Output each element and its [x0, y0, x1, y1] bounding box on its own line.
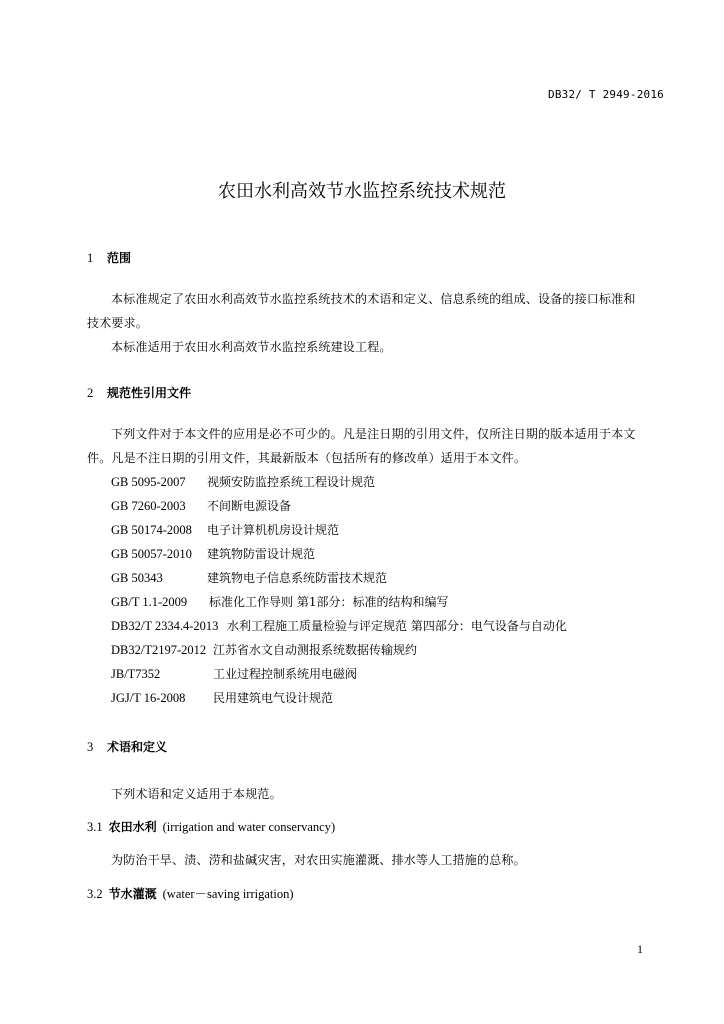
reference-code: GB 50057-2010: [111, 547, 192, 561]
reference-title: 不间断电源设备: [207, 499, 292, 513]
reference-title: 视频安防监控系统工程设计规范: [207, 475, 376, 489]
reference-item: [111, 665, 357, 682]
reference-item: [111, 689, 333, 706]
term-3-1-heading: [87, 818, 335, 835]
section-1-heading: [87, 249, 131, 266]
reference-title: 建筑物防雷设计规范: [207, 547, 316, 561]
term-chinese: 农田水利: [108, 820, 157, 834]
reference-item: [111, 641, 417, 658]
reference-code: JB/T7352: [111, 667, 161, 681]
term-3-1-definition: 为防治干旱、渍、涝和盐碱灾害，对农田实施灌溉、排水等人工措施的总称。: [111, 853, 526, 867]
page-number: 1: [637, 942, 643, 956]
term-3-2-heading: [87, 884, 294, 902]
term-english: (water－saving irrigation): [162, 887, 294, 901]
section-number: 2: [87, 386, 94, 400]
reference-title: 工业过程控制系统用电磁阀: [213, 667, 358, 681]
reference-item: [111, 473, 375, 490]
term-chinese: 节水灌溉: [108, 887, 157, 901]
reference-title: 江苏省水文自动测报系统数据传输规约: [213, 643, 418, 657]
reference-item: [111, 617, 567, 634]
reference-item: [111, 497, 291, 514]
reference-item: [111, 593, 448, 610]
section-1-paragraph-1-line-1: 本标准规定了农田水利高效节水监控系统技术的术语和定义、信息系统的组成、设备的接口标准和: [111, 292, 636, 306]
section-number: 3: [87, 740, 94, 754]
section-1-paragraph-1-line-2: 技术要求。: [87, 316, 149, 330]
document-title: 农田水利高效节水监控系统技术规范: [218, 181, 506, 202]
section-title: 范围: [107, 251, 132, 265]
reference-title: 建筑物电子信息系统防雷技术规范: [207, 571, 388, 585]
section-number: 1: [87, 251, 94, 265]
reference-item: [111, 521, 339, 538]
section-3-intro: 下列术语和定义适用于本规范。: [111, 787, 282, 801]
reference-title: 水利工程施工质量检验与评定规范 第四部分：电气设备与自动化: [227, 619, 567, 633]
reference-title: 标准化工作导则 第1部分：标准的结构和编写: [209, 595, 449, 609]
section-2-paragraph-line-2: 件。凡是不注日期的引用文件，其最新版本（包括所有的修改单）适用于本文件。: [87, 451, 527, 465]
reference-title: 民用建筑电气设计规范: [213, 691, 334, 705]
reference-code: GB 5095-2007: [111, 475, 186, 489]
reference-code: JGJ/T 16-2008: [111, 691, 186, 705]
reference-title: 电子计算机机房设计规范: [207, 523, 340, 537]
reference-code: GB 50343: [111, 571, 163, 585]
reference-item: [111, 545, 315, 562]
reference-item: [111, 569, 387, 586]
reference-code: GB 50174-2008: [111, 523, 192, 537]
reference-code: GB/T 1.1-2009: [111, 595, 188, 609]
section-2-heading: [87, 384, 191, 401]
document-code: DB32/ T 2949-2016: [548, 88, 664, 101]
section-1-paragraph-2: 本标准适用于农田水利高效节水监控系统建设工程。: [111, 340, 392, 354]
section-title: 规范性引用文件: [107, 386, 192, 400]
section-title: 术语和定义: [107, 740, 168, 754]
term-number: 3.1: [87, 820, 103, 834]
term-number: 3.2: [87, 887, 103, 901]
reference-code: GB 7260-2003: [111, 499, 186, 513]
reference-code: DB32/T 2334.4-2013: [111, 619, 219, 633]
term-english: (irrigation and water conservancy): [162, 820, 336, 834]
section-3-heading: [87, 738, 167, 755]
reference-code: DB32/T2197-2012: [111, 643, 207, 657]
section-2-paragraph-line-1: 下列文件对于本文件的应用是必不可少的。凡是注日期的引用文件，仅所注日期的版本适用于本文: [111, 427, 636, 441]
